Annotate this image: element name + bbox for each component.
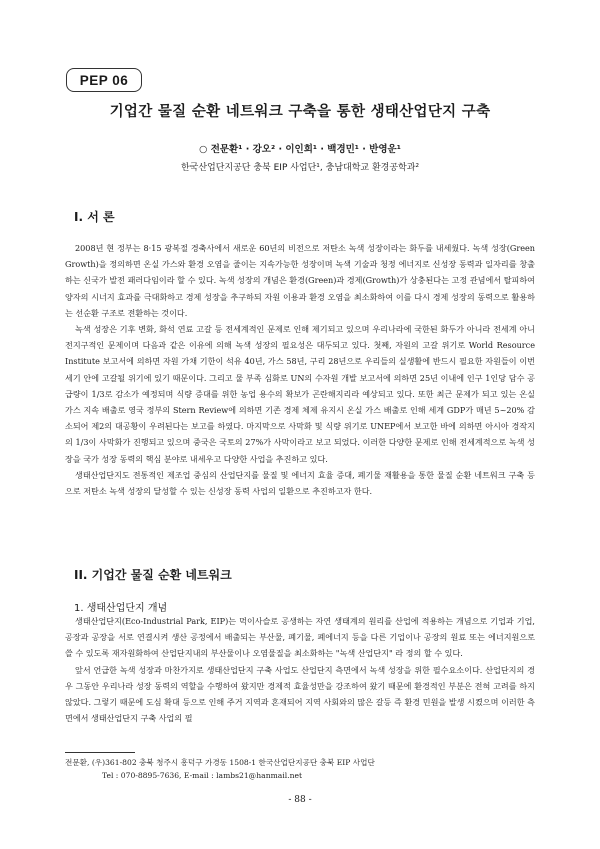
section-heading-introduction: I. 서 론 <box>74 210 115 224</box>
section-body-network <box>65 613 535 726</box>
page-number: - 88 - <box>288 795 312 805</box>
paragraph: 생태산업단지도 전통적인 제조업 중심의 산업단지를 물질 및 에너지 효율 증대, 폐기물 재활용을 통한 물질 순환 네트워크 구축 등으로 저탄소 녹색 성장의 달성할 수 있는 신성장 동력 사업의 일환으로 추진하고자 한다. <box>65 469 535 497</box>
subsection-heading-eip-concept: 1. 생태산업단지 개념 <box>74 603 168 614</box>
paragraph: 2008년 현 정부는 8·15 광복절 경축사에서 새로운 60년의 비전으로 저탄소 녹색 성장이라는 화두를 내세웠다. 녹색 성장(Green Growth)을 정의하면 온실 가스와 환경 오염을 줄이는 지속가능한 성장이며 녹색 기술과 청정 에너지로 신성장 동력과 일자리를 창출하는 신국가 발전 패러다임이라 할 수 있다. 녹색 성장의 개념은 환경(Green)과 경제(Growth)가 상충된다는 고정 관념에서 탈피하여 양자의 시너지 효과를 극대화하고 경제 성장을 추구하되 자원 이용과 환경 오염을 최소화하여 이를 다시 경제 성장의 동력으로 활용하는 선순환 구조로 전환하는 것이다. <box>65 243 535 318</box>
author-list: ○ 전문환¹ · 강오² · 이인희¹ · 백경민¹ · 반영운¹ <box>199 144 401 155</box>
footnote <box>65 757 535 782</box>
footnote-contact: Tel : 070-8895-7636, E-mail : lambs21@hanmail.net <box>102 770 303 780</box>
paragraph: 생태산업단지(Eco-Industrial Park, EIP)는 먹이사슬로 공생하는 자연 생태계의 원리를 산업에 적용하는 개념으로 기업과 기업, 공장과 공장을 서로 연결시켜 생산 공정에서 배출되는 부산물, 폐기물, 폐에너지 등을 다른 기업이나 공장의 원료 또는 에너지원으로 쓸 수 있도록 재자원화하여 산업단지내의 부산물이나 오염물질을 최소화하는 "녹색 산업단지" 라 정의 할 수 있다. <box>65 616 535 659</box>
footnote-address: 전문환, (우)361-802 충북 청주시 흥덕구 가경동 1508-1 한국산업단지공단 충북 EIP 사업단 <box>65 758 375 767</box>
footnote-divider <box>65 752 135 753</box>
section-body-introduction <box>65 240 535 499</box>
paragraph: 앞서 언급한 녹색 성장과 마찬가지로 생태산업단지 구축 사업도 산업단지 측면에서 녹색 성장을 위한 필수요소이다. 산업단지의 경우 그동안 우리나라 성장 동력의 역할을 수행하여 왔지만 경제적 효율성만을 강조하여 왔기 때문에 환경적인 부분은 전혀 고려를 하지 않았다. 그렇기 때문에 도심 확대 등으로 인해 주거 지역과 혼재되어 지역 사회와의 많은 갈등 즉 환경 민원을 발생 시켰으며 이러한 측면에서 생태산업단지 구축 사업의 필 <box>65 664 535 724</box>
affiliation: 한국산업단지공단 충북 EIP 사업단¹, 충남대학교 환경공학과² <box>180 163 420 173</box>
section-heading-network: II. 기업간 물질 순환 네트워크 <box>74 568 232 582</box>
session-tag: PEP 06 <box>66 68 142 92</box>
paper-title: 기업간 물질 순환 네트워크 구축을 통한 생태산업단지 구축 <box>109 104 491 120</box>
paragraph: 녹색 성장은 기후 변화, 화석 연료 고갈 등 전세계적인 문제로 인해 제기되고 있으며 우리나라에 국한된 화두가 아니라 전세계 아니 전지구적인 문제이며 다음과 같은 이유에 의해 녹색 성장의 필요성은 대두되고 있다. 첫째, 자원의 고갈 위기로 World Resource Institute 보고서에 의하면 자원 가채 기한이 석유 40년, 가스 58년, 구리 28년으로 우리들의 실생활에 반드시 필요한 자원들이 이번 세기 안에 고갈될 위기에 있기 때문이다. 그리고 물 부족 심화로 UN의 수자원 개발 보고서에 의하면 25년 이내에 인구 1인당 담수 공급량이 1/3로 감소가 예정되며 식량 증대를 위한 농업 용수의 확보가 곤란해지리라 예상되고 있다. 또한 최근 문제가 되고 있는 온실 가스 지속 배출로 영국 정부의 Stern Review에 의하면 기존 경제 체제 유지시 온실 가스 배출로 인해 세계 GDP가 매년 5~20% 감소되어 제2의 대공황이 우려된다는 보고를 하였다. 마지막으로 사막화 및 식량 위기로 UNEP에서 보고한 바에 의하면 아시아 경작지의 1/3이 사막화가 진행되고 있으며 중국은 국토의 27%가 사막이라고 보고 되었다. 이러한 다양한 문제로 인해 전세계적으로 녹색 성장을 국가 성장 동력의 핵심 분야로 내세우고 다양한 사업을 추진하고 있다. <box>65 324 535 464</box>
